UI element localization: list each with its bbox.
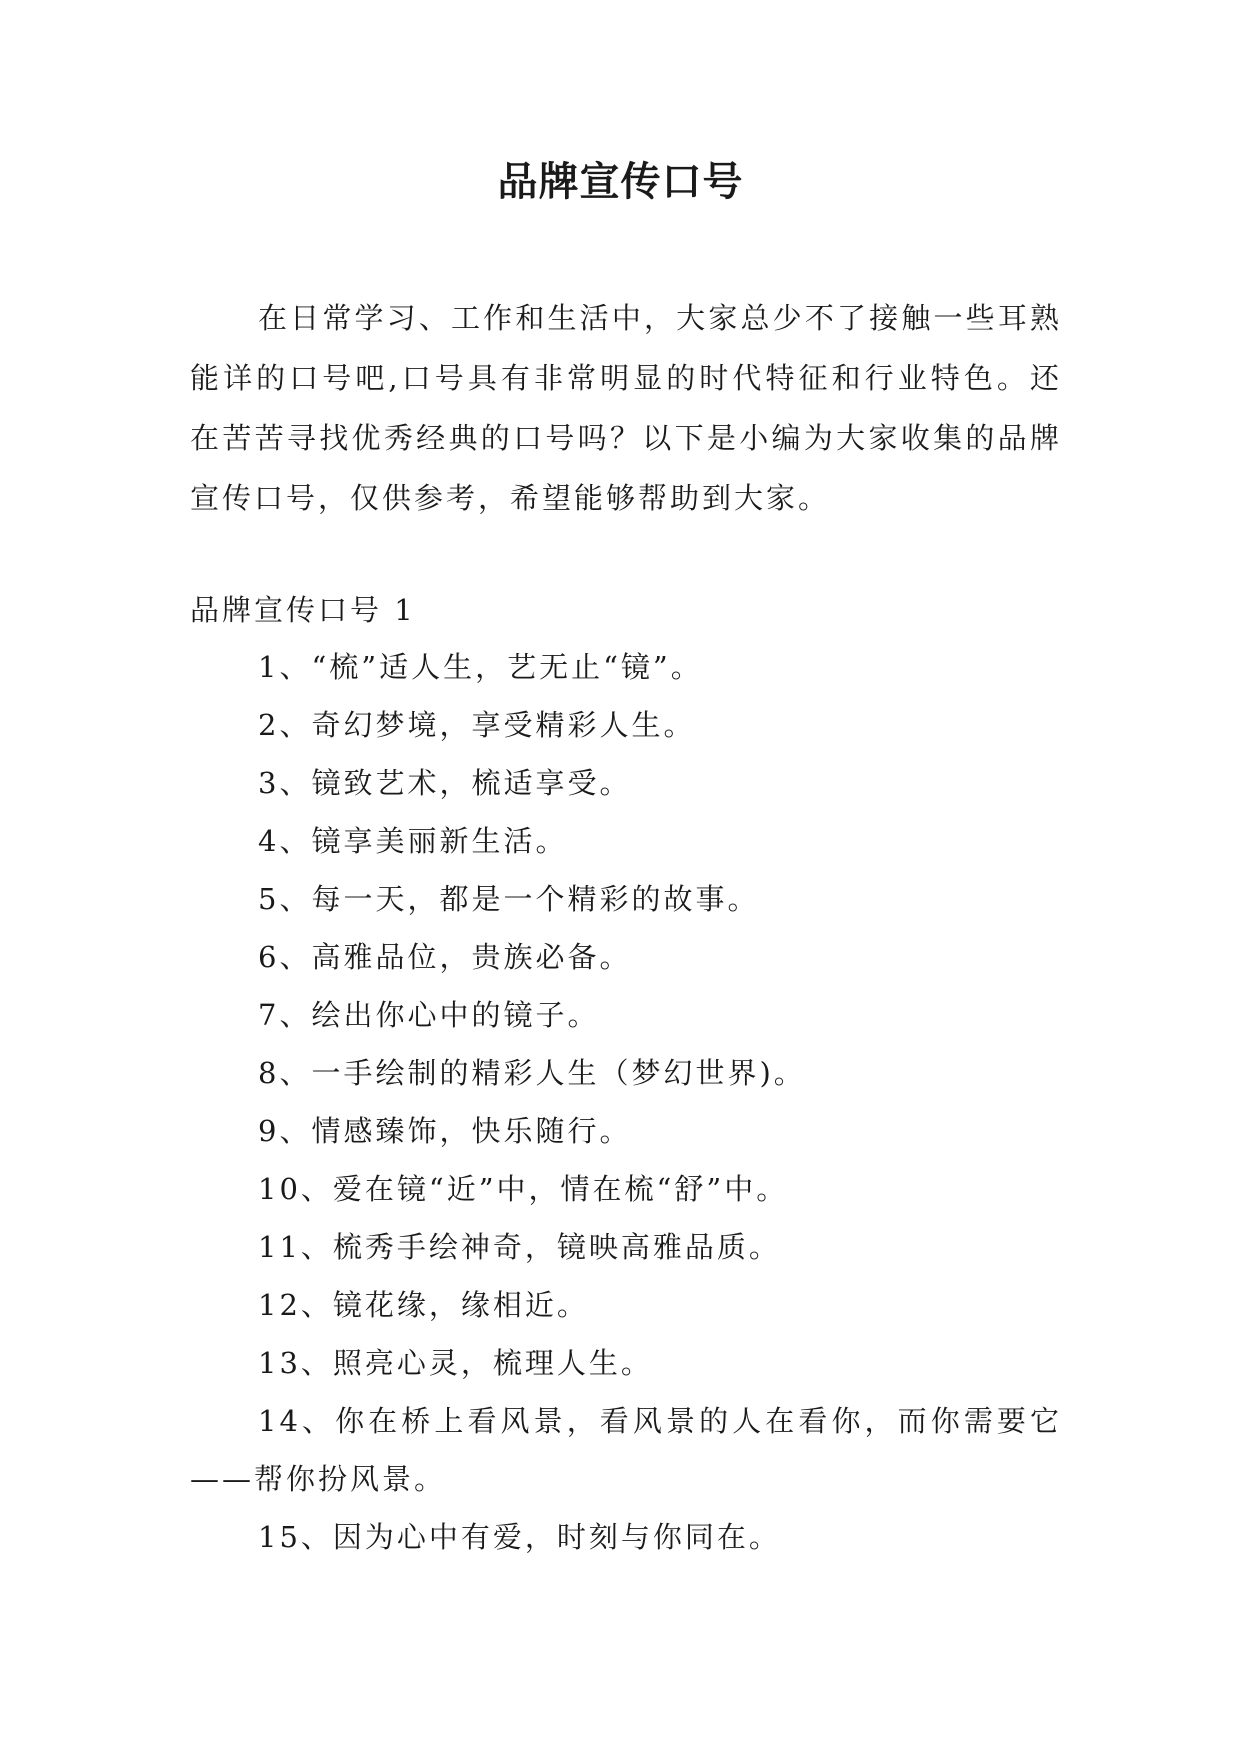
slogan-item: 14、你在桥上看风景，看风景的人在看你，而你需要它——帮你扮风景。 — [190, 1404, 1062, 1496]
document-title: 品牌宣传口号 — [497, 159, 744, 205]
slogan-item: 5、每一天，都是一个精彩的故事。 — [258, 882, 760, 916]
slogan-item: 8、一手绘制的精彩人生（梦幻世界)。 — [258, 1056, 806, 1090]
slogan-item: 12、镜花缘，缘相近。 — [258, 1288, 589, 1322]
slogan-item: 2、奇幻梦境，享受精彩人生。 — [258, 708, 696, 742]
slogan-item: 4、镜享美丽新生活。 — [258, 824, 568, 858]
slogan-item: 6、高雅品位，贵族必备。 — [258, 940, 632, 974]
slogan-item: 7、绘出你心中的镜子。 — [258, 998, 600, 1032]
slogan-item: 3、镜致艺术，梳适享受。 — [258, 766, 632, 800]
slogan-item: 11、梳秀手绘神奇，镜映高雅品质。 — [258, 1230, 781, 1264]
slogan-item: 15、因为心中有爱，时刻与你同在。 — [258, 1520, 781, 1554]
section-heading: 品牌宣传口号 1 — [190, 593, 416, 627]
slogan-item: 10、爱在镜“近”中，情在梳“舒”中。 — [258, 1172, 789, 1206]
slogan-item: 9、情感臻饰，快乐随行。 — [258, 1114, 632, 1148]
slogan-item: 13、照亮心灵，梳理人生。 — [258, 1346, 653, 1380]
intro-paragraph: 在日常学习、工作和生活中，大家总少不了接触一些耳熟能详的口号吧,口号具有非常明显的时代特征和行业特色。还在苦苦寻找优秀经典的口号吗？以下是小编为大家收集的品牌宣传口号，仅供参考，希望能够帮助到大家。 — [190, 301, 1062, 515]
slogan-list — [190, 638, 1062, 1566]
slogan-item: 1、“梳”适人生，艺无止“镜”。 — [258, 650, 703, 684]
